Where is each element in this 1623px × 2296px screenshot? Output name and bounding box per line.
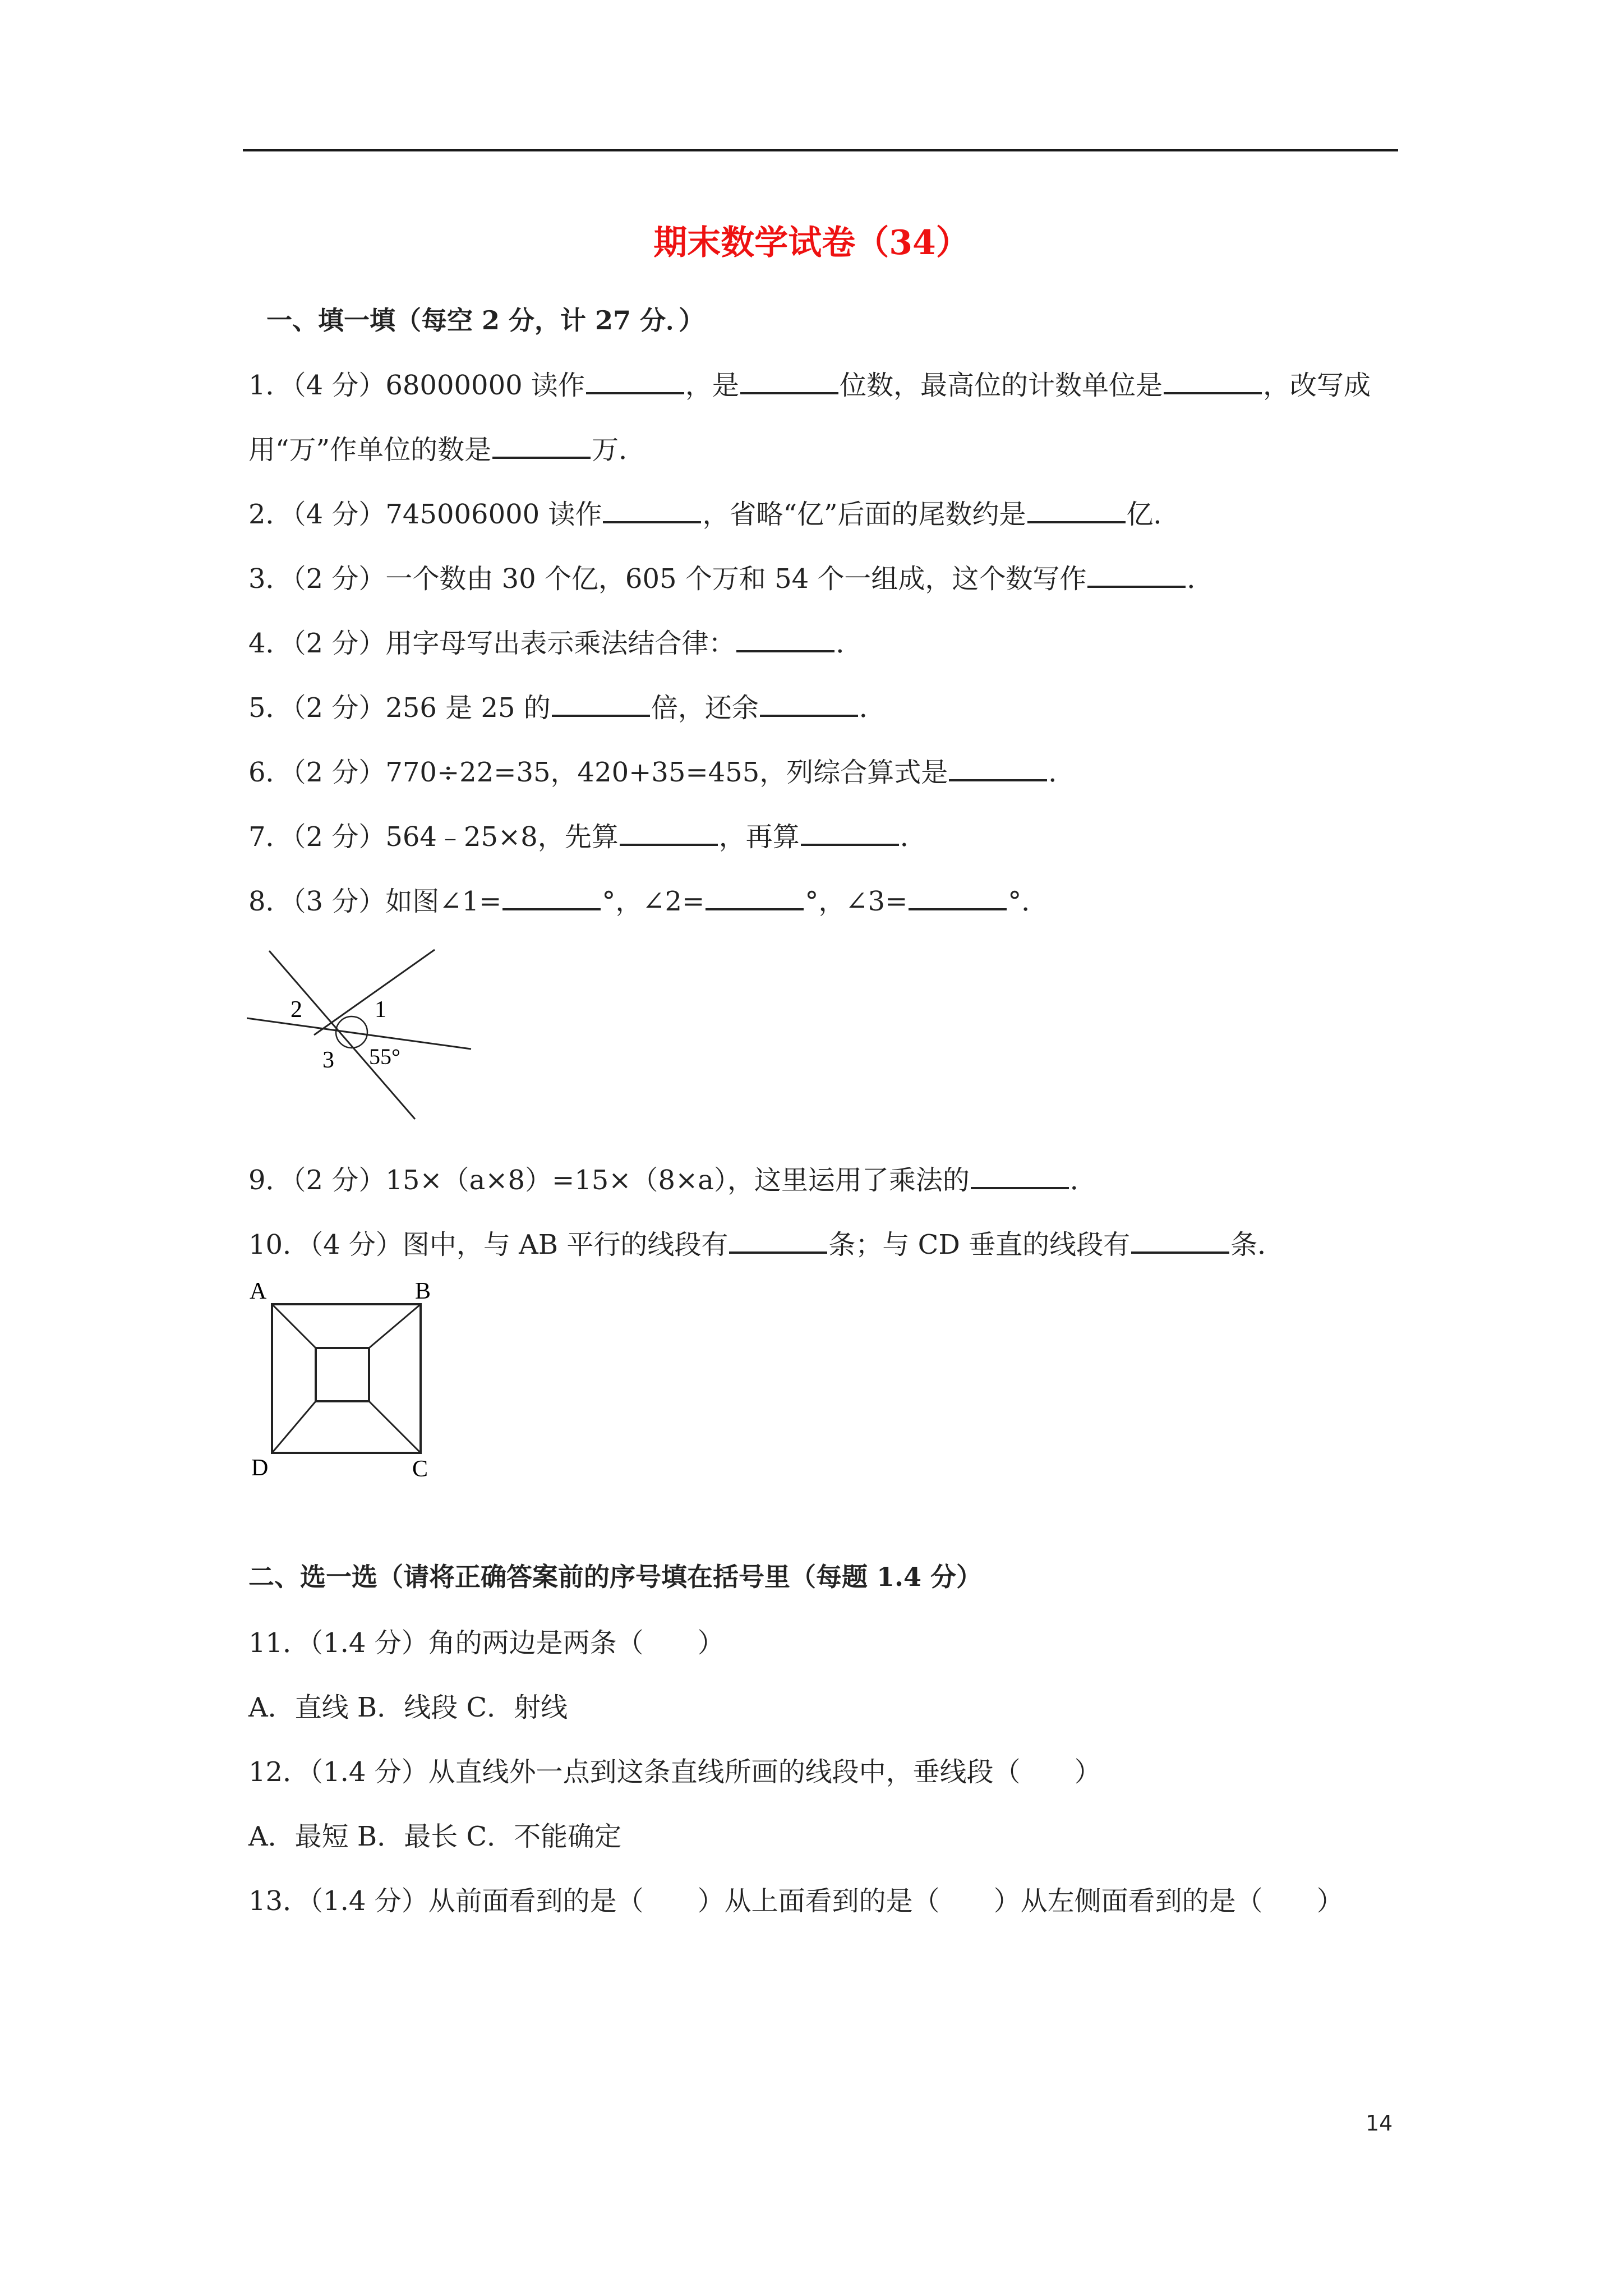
q8-blank-2[interactable] — [706, 886, 804, 910]
angle-label-2: 2 — [291, 997, 302, 1023]
q1-text-e: 用“万”作单位的数是 — [248, 434, 492, 466]
q8-text-a: 8．（3 分）如图∠1= — [248, 886, 502, 917]
section-1-heading: 一、填一填（每空 2 分，计 27 分．） — [266, 305, 705, 335]
angle-line-a — [269, 951, 415, 1119]
q5-blank-2[interactable] — [760, 692, 858, 717]
q1-blank-1[interactable] — [586, 370, 684, 394]
q1-text-d: ，改写成 — [1262, 370, 1371, 401]
question-1-line-2 — [248, 428, 645, 467]
q3-text-a: 3．（2 分）一个数由 30 个亿，605 个万和 54 个一组成，这个数写作 — [248, 563, 1087, 595]
q1-text-b: ，是 — [685, 370, 739, 401]
header-rule — [243, 149, 1398, 151]
vertex-label-c: C — [412, 1456, 428, 1481]
q10-text-b: 条；与 CD 垂直的线段有 — [828, 1229, 1131, 1260]
q4-text-a: 4．（2 分）用字母写出表示乘法结合律： — [248, 628, 736, 659]
question-3 — [248, 557, 1214, 596]
question-13: 13．（1.4 分）从前面看到的是（ ）从上面看到的是（ ）从左侧面看到的是（ ） — [248, 1885, 1344, 1917]
inner-square — [316, 1348, 369, 1401]
q7-text-c: ． — [900, 821, 927, 853]
q1-blank-4[interactable] — [492, 434, 591, 459]
q5-blank-1[interactable] — [552, 692, 650, 717]
q7-blank-1[interactable] — [620, 821, 718, 846]
angle-label-55: 55° — [369, 1044, 400, 1069]
q6-text-b: ． — [1048, 757, 1076, 788]
section-2-heading: 二、选一选（请将正确答案前的序号填在括号里（每题 1.4 分） — [248, 1562, 983, 1592]
question-4 — [248, 622, 863, 660]
q3-text-b: ． — [1187, 563, 1214, 595]
q9-text-b: ． — [1069, 1165, 1097, 1196]
page-title: 期末数学试卷（34） — [653, 223, 970, 263]
vertex-label-d: D — [251, 1455, 269, 1481]
square-figure — [247, 1273, 449, 1481]
q1-text-a: 1．（4 分）68000000 读作 — [248, 370, 585, 401]
q8-text-b: °，∠2= — [602, 886, 705, 917]
q6-blank-1[interactable] — [949, 757, 1047, 781]
angle-figure — [247, 945, 477, 1125]
q10-text-a: 10．（4 分）图中，与 AB 平行的线段有 — [248, 1229, 728, 1260]
q10-blank-1[interactable] — [729, 1229, 827, 1254]
q8-text-d: °． — [1008, 886, 1049, 917]
q4-text-b: ． — [836, 628, 863, 659]
q5-text-a: 5．（2 分）256 是 25 的 — [248, 692, 551, 724]
q5-text-b: 倍，还余 — [651, 692, 759, 724]
q7-text-b: ，再算 — [718, 821, 800, 853]
diag-b — [369, 1304, 421, 1348]
q8-text-c: °，∠3= — [805, 886, 908, 917]
q10-text-c: 条． — [1230, 1229, 1285, 1260]
question-9 — [248, 1158, 1097, 1197]
question-12: 12．（1.4 分）从直线外一点到这条直线所画的线段中，垂线段（ ） — [248, 1756, 1101, 1788]
q6-text-a: 6．（2 分）770÷22=35，420+35=455，列综合算式是 — [248, 757, 948, 788]
question-12-options: A．最短 B．最长 C．不能确定 — [248, 1821, 622, 1852]
q7-blank-2[interactable] — [801, 821, 899, 846]
page-number: 14 — [1366, 2111, 1393, 2136]
question-8 — [248, 880, 1048, 918]
diag-d — [272, 1401, 316, 1453]
angle-line-b — [247, 1018, 471, 1049]
q2-blank-1[interactable] — [603, 499, 701, 523]
vertex-label-a: A — [250, 1278, 267, 1304]
q9-text-a: 9．（2 分）15×（a×8）=15×（8×a），这里运用了乘法的 — [248, 1165, 970, 1196]
q1-text-c: 位数，最高位的计数单位是 — [839, 370, 1163, 401]
q8-blank-1[interactable] — [502, 886, 601, 910]
question-11-options: A．直线 B．线段 C．射线 — [248, 1692, 568, 1723]
q1-blank-2[interactable] — [740, 370, 838, 394]
q8-blank-3[interactable] — [909, 886, 1007, 910]
question-7 — [248, 815, 927, 854]
q1-text-f: 万． — [592, 434, 646, 466]
q2-text-c: 亿． — [1126, 499, 1181, 530]
question-11: 11．（1.4 分）角的两边是两条（ ） — [248, 1627, 725, 1659]
question-5 — [248, 686, 886, 725]
question-10 — [248, 1223, 1284, 1262]
q1-blank-3[interactable] — [1164, 370, 1262, 394]
angle-label-1: 1 — [375, 997, 386, 1023]
question-6 — [248, 751, 1075, 789]
question-2 — [248, 493, 1181, 531]
q5-text-c: ． — [859, 692, 886, 724]
q9-blank-1[interactable] — [971, 1165, 1069, 1189]
angle-label-3: 3 — [322, 1047, 334, 1073]
q7-text-a: 7．（2 分）564﹣25×8，先算 — [248, 821, 619, 853]
q10-blank-2[interactable] — [1131, 1229, 1229, 1254]
q2-blank-2[interactable] — [1027, 499, 1126, 523]
diag-a — [272, 1304, 316, 1348]
q2-text-b: ，省略“亿”后面的尾数约是 — [702, 499, 1026, 530]
vertex-label-b: B — [415, 1278, 431, 1304]
diag-c — [369, 1401, 421, 1453]
q3-blank-1[interactable] — [1087, 563, 1186, 588]
q4-blank-1[interactable] — [736, 628, 834, 652]
q2-text-a: 2．（4 分）745006000 读作 — [248, 499, 602, 530]
question-1 — [248, 364, 1371, 402]
